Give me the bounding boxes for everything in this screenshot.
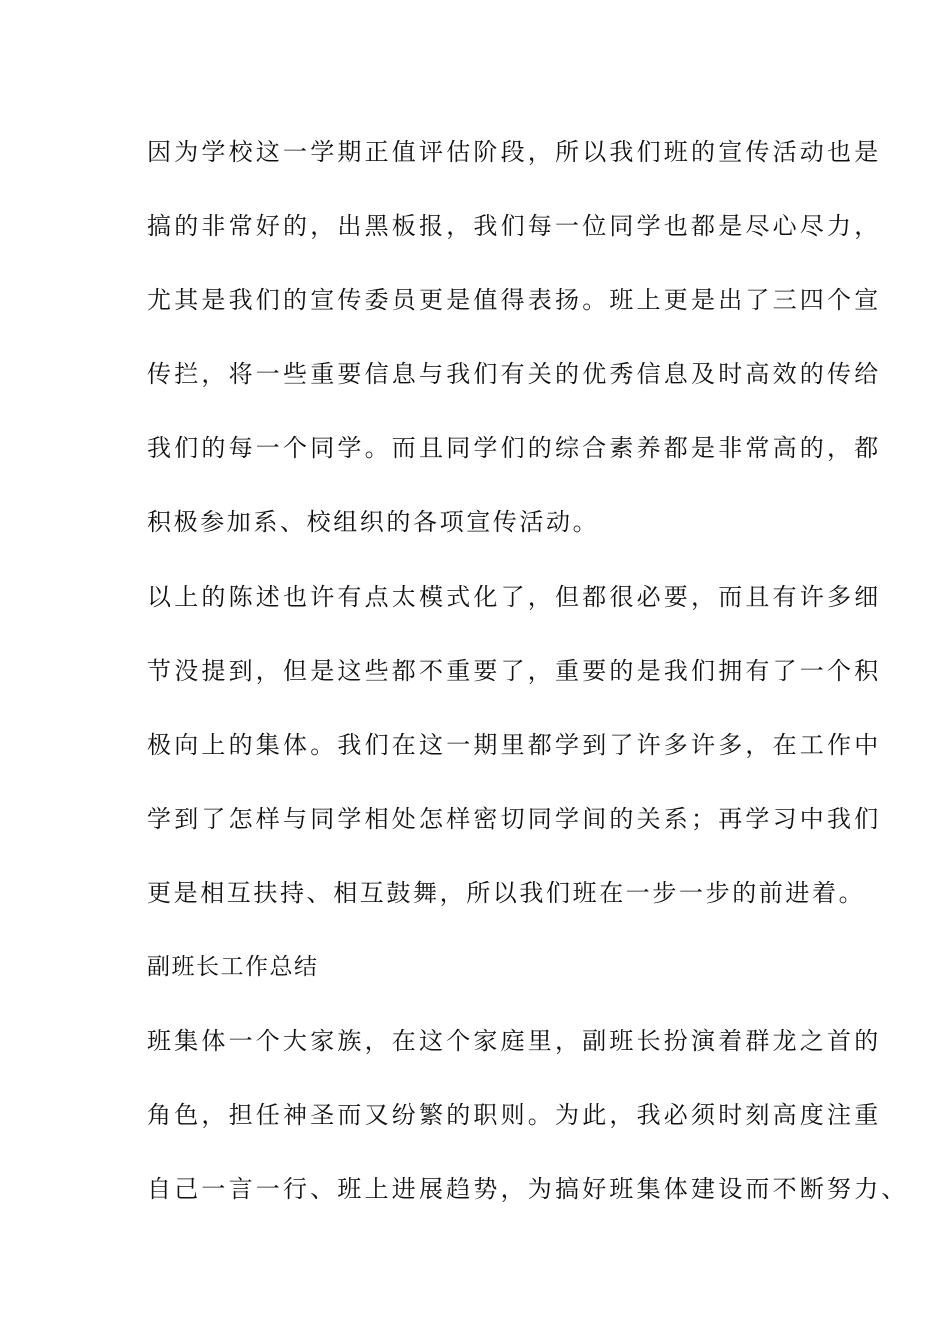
paragraph-line-4: 传拦，将一些重要信息与我们有关的优秀信息及时高效的传给: [147, 360, 882, 388]
paragraph-line-9: 极向上的集体。我们在这一期里都学到了许多许多，在工作中: [147, 731, 882, 759]
paragraph-line-14: 自己一言一行、班上进展趋势，为搞好班集体建设而不断努力、: [147, 1175, 909, 1203]
paragraph-line-2: 搞的非常好的，出黑板报，我们每一位同学也都是尽心尽力，: [147, 212, 882, 240]
paragraph-line-5: 我们的每一个同学。而且同学们的综合素养都是非常高的，都: [147, 434, 882, 462]
paragraph-line-13: 角色，担任神圣而又纷繁的职则。为此，我必须时刻高度注重: [147, 1101, 882, 1129]
paragraph-line-1: 因为学校这一学期正值评估阶段，所以我们班的宣传活动也是: [147, 138, 882, 166]
paragraph-line-11: 更是相互扶持、相互鼓舞，所以我们班在一步一步的前进着。: [147, 879, 866, 907]
paragraph-line-8: 节没提到，但是这些都不重要了，重要的是我们拥有了一个积: [147, 657, 882, 685]
paragraph-line-7: 以上的陈述也许有点太模式化了，但都很必要，而且有许多细: [147, 583, 882, 611]
paragraph-line-6: 积极参加系、校组织的各项宣传活动。: [147, 508, 600, 536]
section-heading: 副班长工作总结: [147, 954, 319, 980]
paragraph-line-10: 学到了怎样与同学相处怎样密切同学间的关系；再学习中我们: [147, 805, 882, 833]
paragraph-line-12: 班集体一个大家族，在这个家庭里，副班长扮演着群龙之首的: [147, 1027, 882, 1055]
paragraph-line-3: 尤其是我们的宣传委员更是值得表扬。班上更是出了三四个宣: [147, 286, 882, 314]
